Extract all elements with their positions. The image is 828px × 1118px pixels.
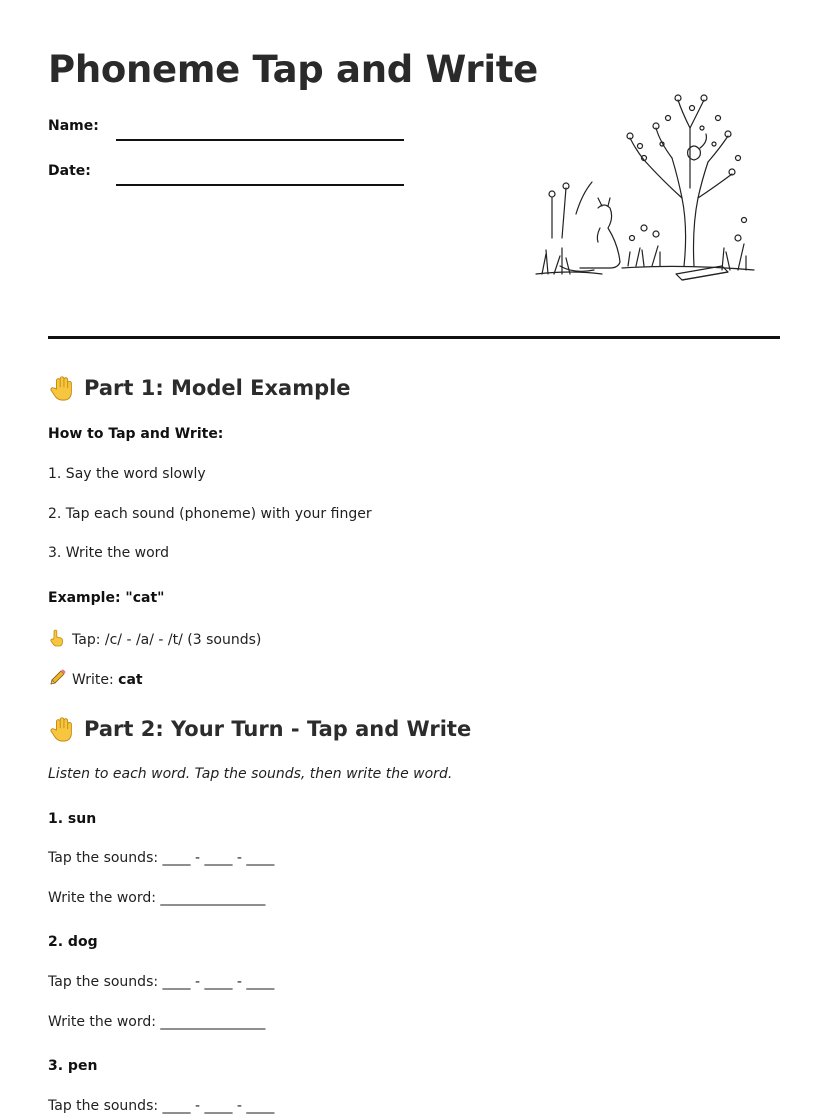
raised-hand-icon — [48, 374, 78, 402]
example-heading: Example: "cat" — [48, 590, 165, 606]
pointing-finger-icon — [48, 629, 66, 647]
word-2-label: 2. dog — [48, 934, 98, 950]
name-write-line — [116, 139, 404, 141]
example-tap-line — [48, 629, 261, 648]
word-3-label: 3. pen — [48, 1058, 98, 1074]
raised-hand-icon — [48, 715, 78, 743]
blossom-cluster — [627, 95, 741, 175]
word-1-tap-prompt: Tap the sounds: ____ - ____ - ____ — [48, 850, 275, 866]
step-1: 1. Say the word slowly — [48, 466, 206, 482]
word-1-label: 1. sun — [48, 811, 97, 827]
part2-instruction: Listen to each word. Tap the sounds, then write the word. — [48, 766, 453, 782]
part2-heading — [48, 715, 471, 743]
how-to-heading: How to Tap and Write: — [48, 426, 224, 442]
part1-heading — [48, 374, 351, 402]
part1-heading-text: Part 1: Model Example — [84, 376, 351, 400]
part2-heading-text: Part 2: Your Turn - Tap and Write — [84, 717, 472, 741]
date-write-line — [116, 184, 404, 186]
date-label: Date: — [48, 163, 91, 179]
word-2-tap-prompt: Tap the sounds: ____ - ____ - ____ — [48, 974, 275, 990]
example-write-label: Write: — [72, 672, 119, 688]
example-tap-text: Tap: /c/ - /a/ - /t/ (3 sounds) — [72, 632, 262, 648]
section-divider — [48, 336, 780, 339]
word-2-write-prompt: Write the word: _______________ — [48, 1014, 266, 1030]
word-1-write-prompt: Write the word: _______________ — [48, 890, 266, 906]
pencil-icon — [48, 669, 66, 687]
example-write-line — [48, 669, 143, 688]
name-label: Name: — [48, 118, 99, 134]
step-3: 3. Write the word — [48, 545, 170, 561]
step-2: 2. Tap each sound (phoneme) with your finger — [48, 506, 372, 522]
page-title: Phoneme Tap and Write — [48, 48, 538, 91]
example-write-word: cat — [118, 672, 143, 688]
word-3-tap-prompt: Tap the sounds: ____ - ____ - ____ — [48, 1098, 275, 1114]
nature-illustration — [532, 88, 760, 294]
